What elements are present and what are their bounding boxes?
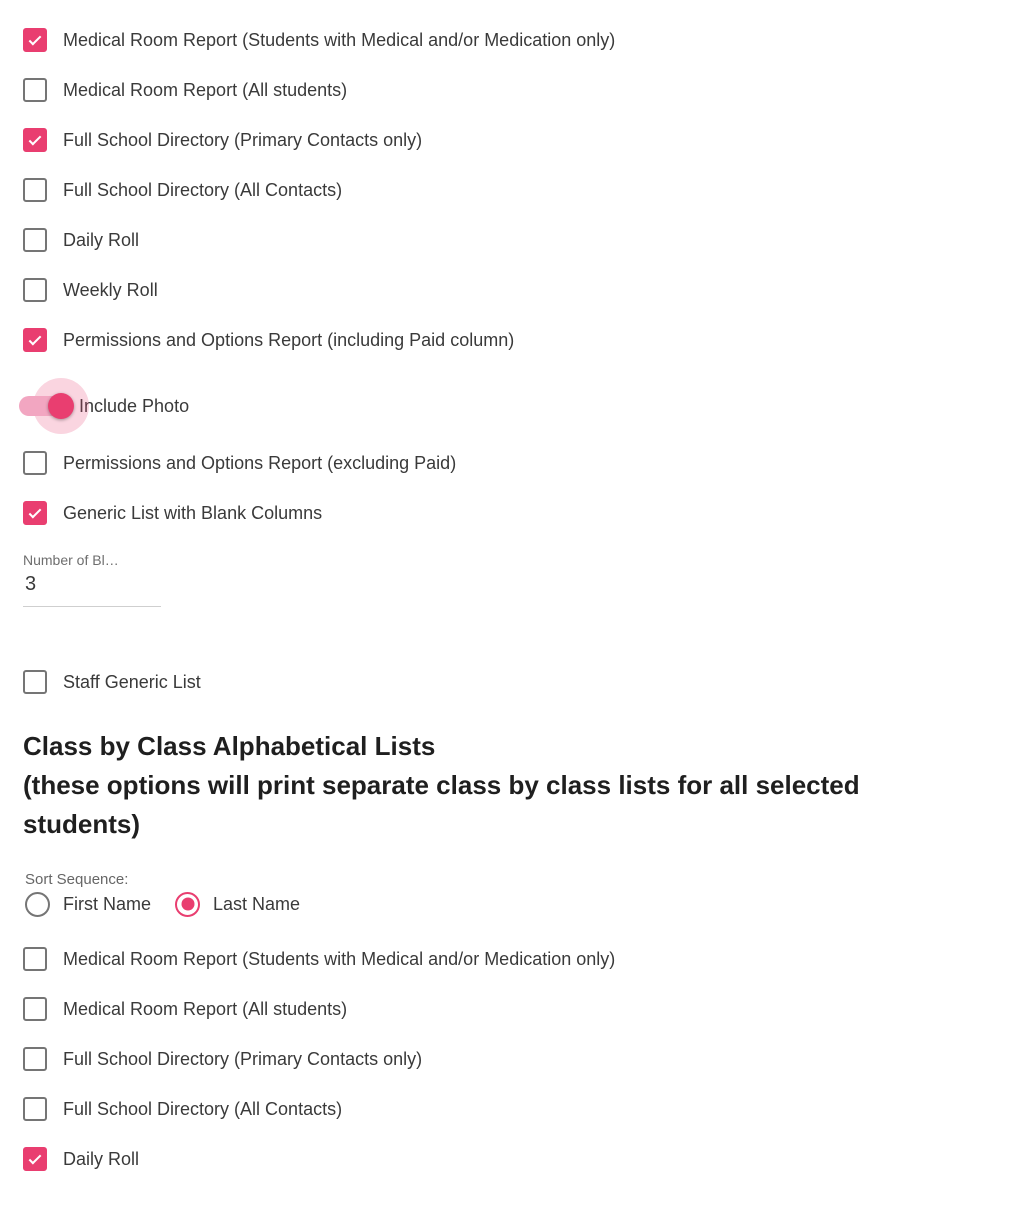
sort-sequence-label: Sort Sequence:	[25, 871, 129, 888]
blank-columns-field-label: Number of Bl…	[23, 552, 119, 568]
checkbox-label: Weekly Roll	[63, 279, 158, 300]
report-option-row[interactable]	[23, 78, 1018, 102]
report-option-row[interactable]	[23, 670, 1018, 694]
checkbox[interactable]	[23, 228, 47, 252]
report-option-row[interactable]	[23, 278, 1018, 302]
checkbox[interactable]	[23, 28, 47, 52]
radio-dot-icon	[181, 898, 194, 911]
class-list-option-row[interactable]	[23, 1147, 1018, 1171]
class-list-option-row[interactable]	[23, 997, 1018, 1021]
blank-columns-input[interactable]	[23, 569, 161, 607]
class-list-option-row[interactable]	[23, 1047, 1018, 1071]
blank-columns-field	[23, 551, 161, 607]
report-option-row[interactable]	[23, 178, 1018, 202]
checkbox-label: Full School Directory (All Contacts)	[63, 179, 343, 200]
checkbox-label: Daily Roll	[63, 229, 140, 250]
checkbox-label: Full School Directory (All Contacts)	[63, 1098, 343, 1119]
check-icon	[29, 1152, 42, 1165]
checkbox-label: Staff Generic List	[63, 671, 201, 692]
report-option-row[interactable]	[23, 228, 1018, 252]
report-option-row[interactable]	[23, 128, 1018, 152]
checkbox-label: Generic List with Blank Columns	[63, 502, 323, 523]
checkbox-label: Permissions and Options Report (including Paid column)	[63, 329, 515, 350]
checkbox[interactable]	[23, 1147, 47, 1171]
radio-label: First Name	[63, 893, 152, 914]
checkbox[interactable]	[23, 78, 47, 102]
sort-sequence-radio-group	[25, 891, 1018, 917]
check-icon	[29, 33, 42, 46]
checkbox-label: Permissions and Options Report (excluding Paid)	[63, 452, 457, 473]
checkbox[interactable]	[23, 278, 47, 302]
checkbox[interactable]	[23, 997, 47, 1021]
check-icon	[29, 133, 42, 146]
report-option-row[interactable]	[23, 28, 1018, 52]
report-option-row[interactable]	[23, 501, 1018, 525]
radio-button[interactable]	[175, 892, 200, 917]
toggle-thumb-icon	[48, 393, 74, 419]
section-heading-title: Class by Class Alphabetical Lists	[23, 731, 436, 761]
include-photo-toggle-row[interactable]	[19, 378, 1018, 434]
report-option-row[interactable]	[23, 451, 1018, 475]
report-option-row[interactable]	[23, 328, 1018, 352]
class-list-option-row[interactable]	[23, 1097, 1018, 1121]
radio-option-last-name[interactable]	[175, 892, 300, 917]
checkbox-label: Daily Roll	[63, 1148, 140, 1169]
check-icon	[29, 333, 42, 346]
checkbox-label: Full School Directory (Primary Contacts only)	[63, 129, 423, 150]
checkbox[interactable]	[23, 947, 47, 971]
section-heading	[23, 727, 953, 844]
toggle-label: Include Photo	[79, 395, 190, 416]
checkbox[interactable]	[23, 670, 47, 694]
checkbox[interactable]	[23, 328, 47, 352]
include-photo-toggle[interactable]	[19, 396, 67, 416]
checkbox[interactable]	[23, 128, 47, 152]
check-icon	[29, 506, 42, 519]
checkbox[interactable]	[23, 1097, 47, 1121]
checkbox[interactable]	[23, 451, 47, 475]
checkbox-label: Full School Directory (Primary Contacts only)	[63, 1048, 423, 1069]
class-list-option-row[interactable]	[23, 947, 1018, 971]
checkbox-label: Medical Room Report (Students with Medical and/or Medication only)	[63, 948, 616, 969]
checkbox[interactable]	[23, 178, 47, 202]
radio-label: Last Name	[213, 893, 301, 914]
section-heading-subtitle: (these options will print separate class by class lists for all selected students)	[23, 770, 860, 839]
checkbox-label: Medical Room Report (All students)	[63, 998, 348, 1019]
radio-option-first-name[interactable]	[25, 892, 151, 917]
checkbox[interactable]	[23, 1047, 47, 1071]
radio-button[interactable]	[25, 892, 50, 917]
checkbox-label: Medical Room Report (All students)	[63, 79, 348, 100]
checkbox[interactable]	[23, 501, 47, 525]
checkbox-label: Medical Room Report (Students with Medical and/or Medication only)	[63, 29, 616, 50]
